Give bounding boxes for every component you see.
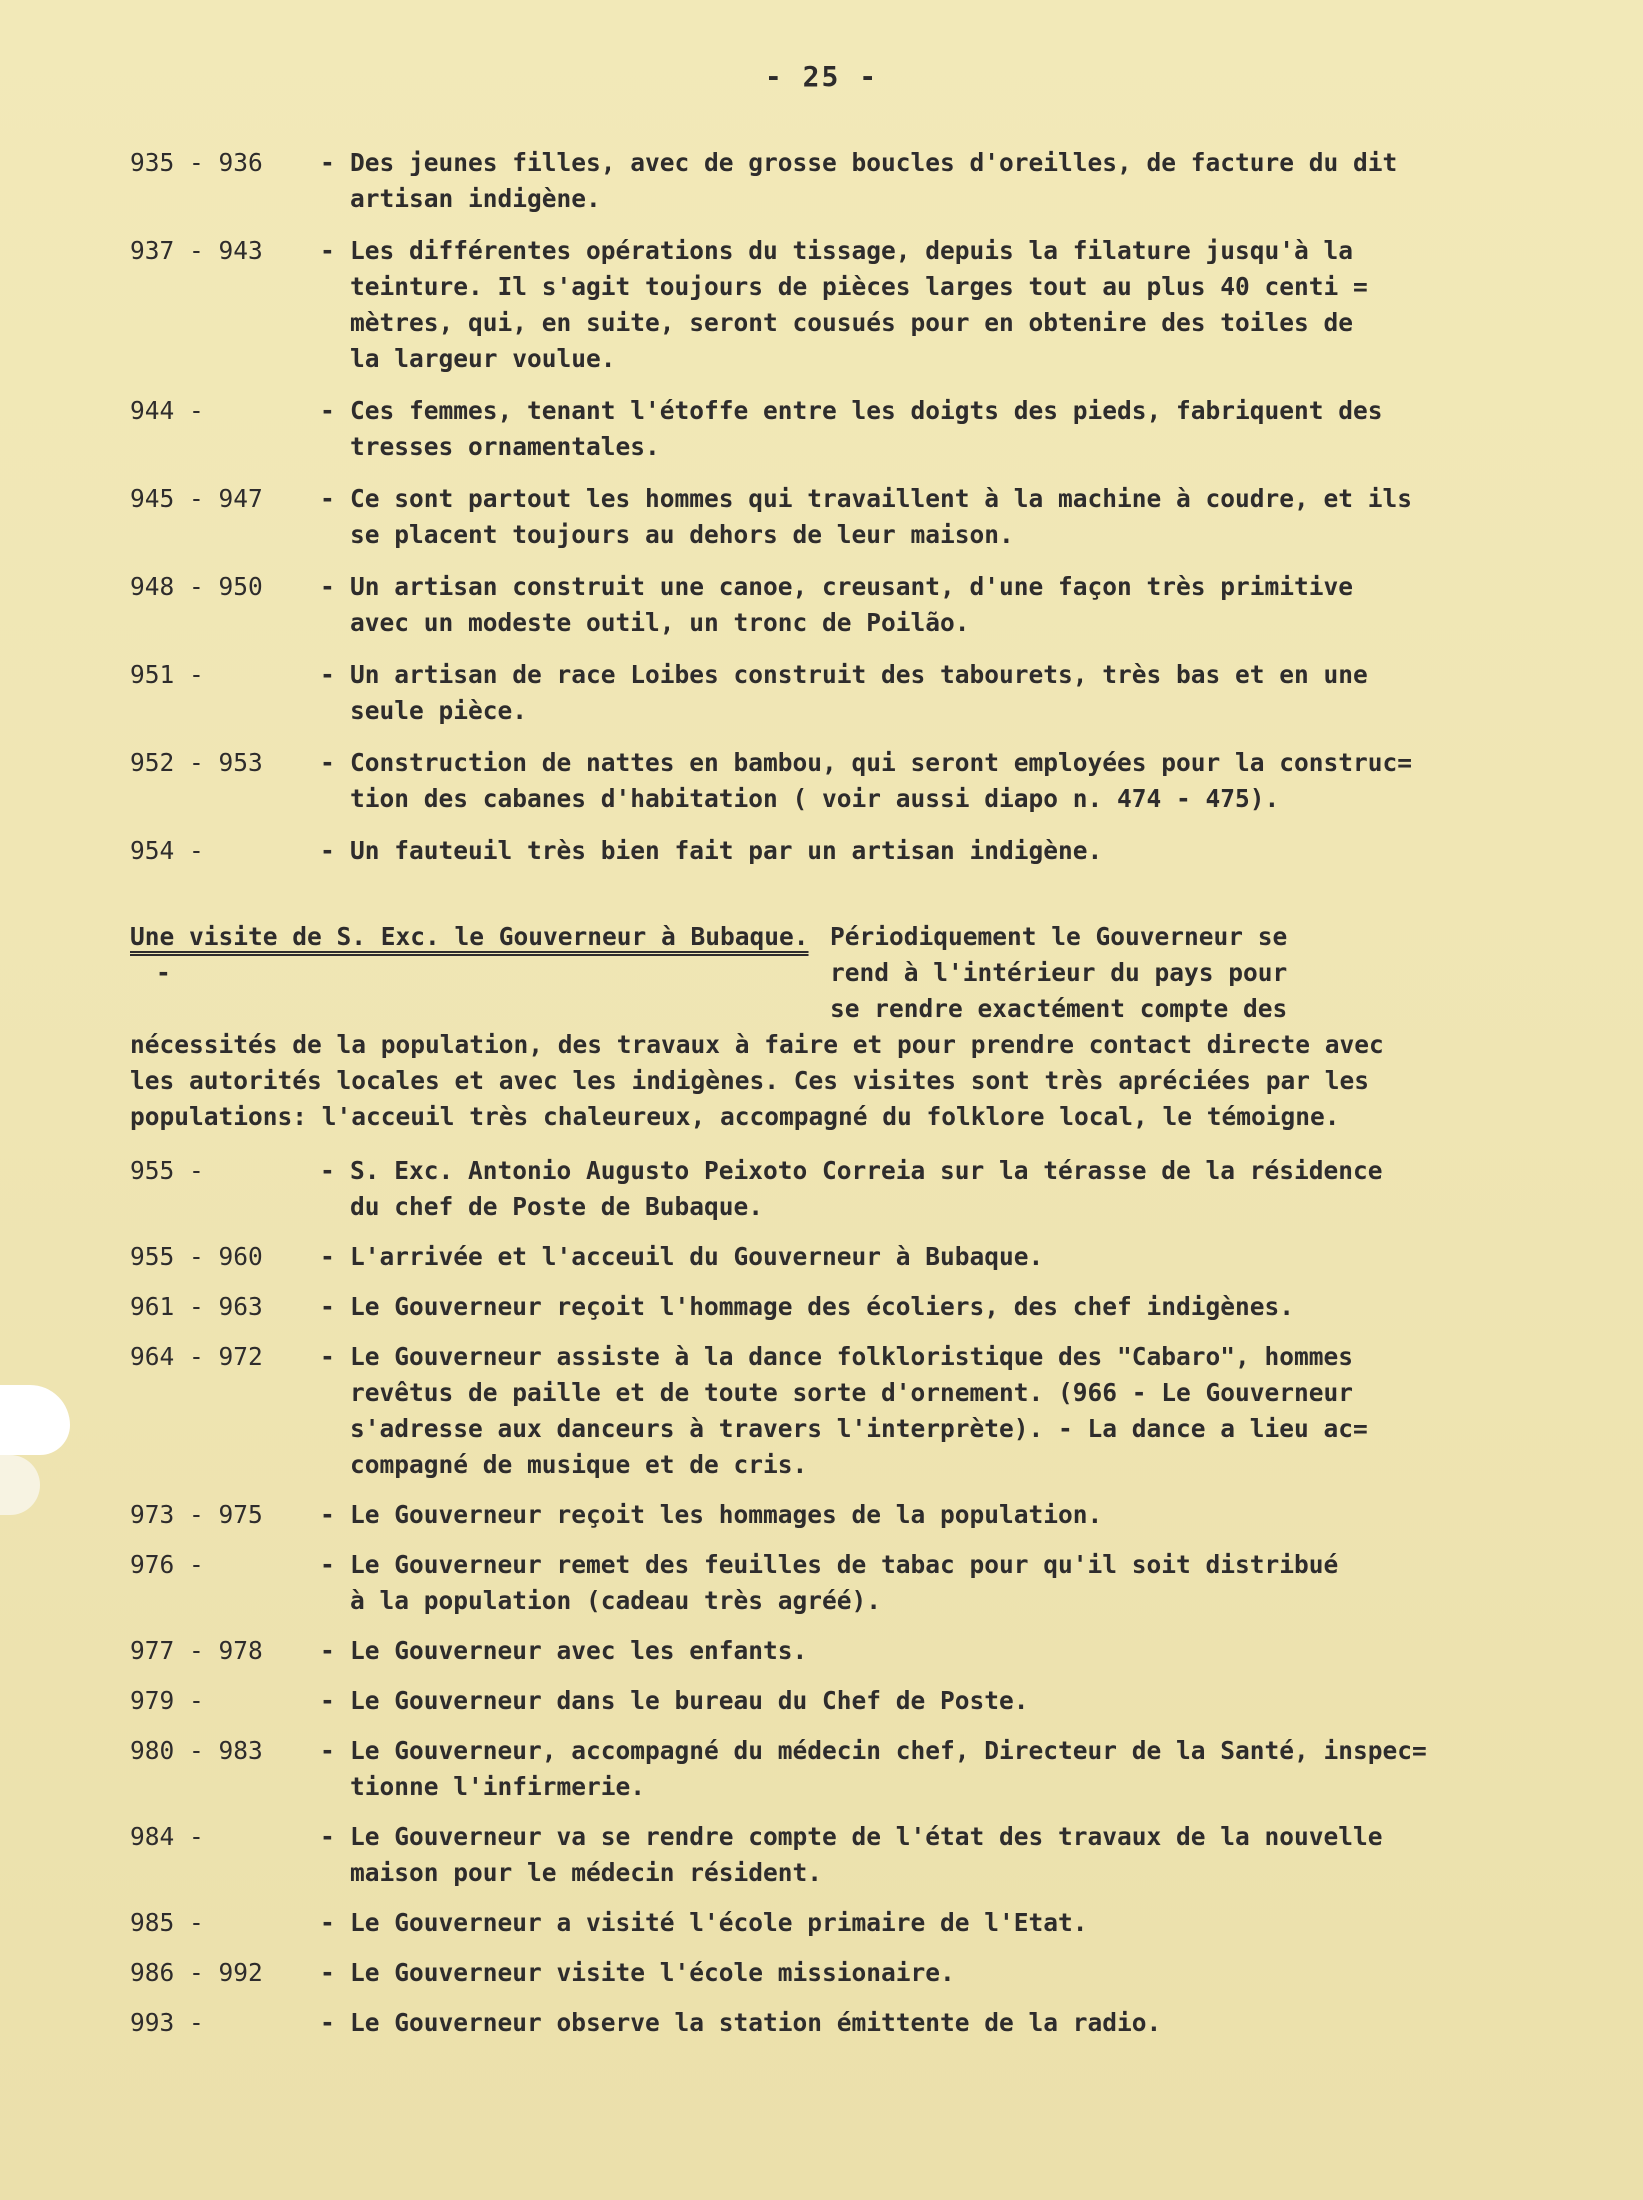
- slide-number: 980 - 983: [130, 1736, 263, 1765]
- slide-number: 979 -: [130, 1686, 204, 1715]
- entry-dash: -: [320, 1500, 335, 1529]
- list-item: [130, 1633, 1470, 1669]
- list-item: [130, 1153, 1470, 1225]
- entry-description: Ce sont partout les hommes qui travaillent à la machine à coudre, et ils se placent toujours au dehors de leur maison.: [350, 484, 1413, 549]
- list-item: [130, 1733, 1470, 1805]
- slide-number: 973 - 975: [130, 1500, 263, 1529]
- list-item: [130, 1683, 1470, 1719]
- entry-list-crafts: [130, 145, 1470, 869]
- torn-paper-edge: [0, 1385, 70, 1455]
- slide-number: 964 - 972: [130, 1342, 263, 1371]
- list-item: [130, 1819, 1470, 1891]
- slide-number: 955 -: [130, 1156, 204, 1185]
- entry-dash: -: [320, 148, 335, 177]
- entry-description: Le Gouverneur reçoit l'hommage des écoliers, des chef indigènes.: [350, 1292, 1295, 1321]
- list-item: [130, 145, 1470, 217]
- entry-description: Le Gouverneur avec les enfants.: [350, 1636, 808, 1665]
- list-item: [130, 657, 1470, 729]
- list-item: [130, 833, 1470, 869]
- entry-dash: -: [320, 1156, 335, 1185]
- entry-dash: -: [320, 1686, 335, 1715]
- entry-description: S. Exc. Antonio Augusto Peixoto Correia sur la térasse de la résidence du chef de Poste de Bubaque.: [350, 1156, 1383, 1221]
- section-paragraph: nécessités de la population, des travaux à faire et pour prendre contact directe avec les autorités locales et avec les indigènes. Ces visites sont très apréciées par les populations: l'acceuil très chaleureux, accompagné du folklore local, le témoigne.: [130, 1030, 1384, 1131]
- section-header: [130, 919, 1470, 1027]
- slide-number: 935 - 936: [130, 148, 263, 177]
- section-title-dash: -: [156, 958, 171, 987]
- entry-description: Le Gouverneur remet des feuilles de tabac pour qu'il soit distribué à la population (cadeau très agréé).: [350, 1550, 1339, 1615]
- torn-paper-edge-lower: [0, 1455, 40, 1515]
- entry-description: Le Gouverneur visite l'école missionaire.: [350, 1958, 955, 1987]
- slide-number: 961 - 963: [130, 1292, 263, 1321]
- entry-description: Les différentes opérations du tissage, depuis la filature jusqu'à la teinture. Il s'agit toujours de pièces larges tout au plus 40 centi = mètres, qui, en suite, seront cousués pour en obtenire des toiles de la largeur voulue.: [350, 236, 1368, 373]
- slide-number: 984 -: [130, 1822, 204, 1851]
- entry-dash: -: [320, 2008, 335, 2037]
- slide-number: 951 -: [130, 660, 204, 689]
- slide-number: 986 - 992: [130, 1958, 263, 1987]
- entry-description: Le Gouverneur, accompagné du médecin chef, Directeur de la Santé, inspec= tionne l'infirmerie.: [350, 1736, 1427, 1801]
- slide-number: 985 -: [130, 1908, 204, 1937]
- entry-description: Un artisan construit une canoe, creusant, d'une façon très primitive avec un modeste outil, un tronc de Poilão.: [350, 572, 1354, 637]
- entry-dash: -: [320, 660, 335, 689]
- entry-dash: -: [320, 1958, 335, 1987]
- slide-number: 955 - 960: [130, 1242, 263, 1271]
- slide-number: 954 -: [130, 836, 204, 865]
- entry-list-governor: [130, 1153, 1470, 2041]
- list-item: [130, 1239, 1470, 1275]
- slide-number: 952 - 953: [130, 748, 263, 777]
- list-item: [130, 233, 1470, 377]
- entry-description: Un fauteuil très bien fait par un artisan indigène.: [350, 836, 1103, 865]
- list-item: [130, 393, 1470, 465]
- entry-description: Le Gouverneur dans le bureau du Chef de Poste.: [350, 1686, 1029, 1715]
- entry-dash: -: [320, 396, 335, 425]
- slide-number: 948 - 950: [130, 572, 263, 601]
- entry-dash: -: [320, 1736, 335, 1765]
- list-item: [130, 569, 1470, 641]
- entry-dash: -: [320, 1636, 335, 1665]
- section-title: [130, 919, 830, 1027]
- entry-description: Le Gouverneur observe la station émittente de la radio.: [350, 2008, 1162, 2037]
- slide-number: 976 -: [130, 1550, 204, 1579]
- entry-description: Le Gouverneur a visité l'école primaire de l'Etat.: [350, 1908, 1088, 1937]
- entry-dash: -: [320, 1908, 335, 1937]
- page-number: - 25 -: [764, 60, 879, 93]
- list-item: [130, 1339, 1470, 1483]
- entry-dash: -: [320, 236, 335, 265]
- list-item: [130, 1547, 1470, 1619]
- entry-dash: -: [320, 572, 335, 601]
- entry-dash: -: [320, 836, 335, 865]
- section-governor-visit: [130, 919, 1470, 1135]
- entry-dash: -: [320, 1292, 335, 1321]
- entry-description: Le Gouverneur assiste à la dance folkloristique des "Cabaro", hommes revêtus de paille et de toute sorte d'ornement. (966 - Le Gouverneur s'adresse aux danceurs à travers l'interprète). - La dance a lieu ac= compagné de musique et de cris.: [350, 1342, 1368, 1479]
- slide-number: 993 -: [130, 2008, 204, 2037]
- entry-dash: -: [320, 748, 335, 777]
- slide-number: 977 - 978: [130, 1636, 263, 1665]
- slide-number: 937 - 943: [130, 236, 263, 265]
- entry-dash: -: [320, 1342, 335, 1371]
- list-item: [130, 1905, 1470, 1941]
- entry-description: Un artisan de race Loibes construit des tabourets, très bas et en une seule pièce.: [350, 660, 1368, 725]
- entry-description: L'arrivée et l'acceuil du Gouverneur à Bubaque.: [350, 1242, 1044, 1271]
- slide-number: 944 -: [130, 396, 204, 425]
- entry-dash: -: [320, 1822, 335, 1851]
- entry-description: Des jeunes filles, avec de grosse boucles d'oreilles, de facture du dit artisan indigène.: [350, 148, 1398, 213]
- section-intro: Périodiquement le Gouverneur se rend à l'intérieur du pays pour se rendre exactément compte des: [830, 922, 1288, 1023]
- list-item: [130, 1955, 1470, 1991]
- list-item: [130, 2005, 1470, 2041]
- section-title-text: Une visite de S. Exc. le Gouverneur à Bubaque.: [130, 922, 809, 951]
- entry-description: Le Gouverneur reçoit les hommages de la population.: [350, 1500, 1103, 1529]
- entry-dash: -: [320, 1242, 335, 1271]
- entry-description: Construction de nattes en bambou, qui seront employées pour la construc= tion des cabanes d'habitation ( voir aussi diapo n. 474 - 475).: [350, 748, 1413, 813]
- list-item: [130, 1289, 1470, 1325]
- slide-number: 945 - 947: [130, 484, 263, 513]
- entry-description: Le Gouverneur va se rendre compte de l'état des travaux de la nouvelle maison pour le médecin résident.: [350, 1822, 1383, 1887]
- entry-description: Ces femmes, tenant l'étoffe entre les doigts des pieds, fabriquent des tresses ornamentales.: [350, 396, 1383, 461]
- list-item: [130, 745, 1470, 817]
- document-body: [130, 145, 1470, 2055]
- list-item: [130, 481, 1470, 553]
- list-item: [130, 1497, 1470, 1533]
- entry-dash: -: [320, 484, 335, 513]
- entry-dash: -: [320, 1550, 335, 1579]
